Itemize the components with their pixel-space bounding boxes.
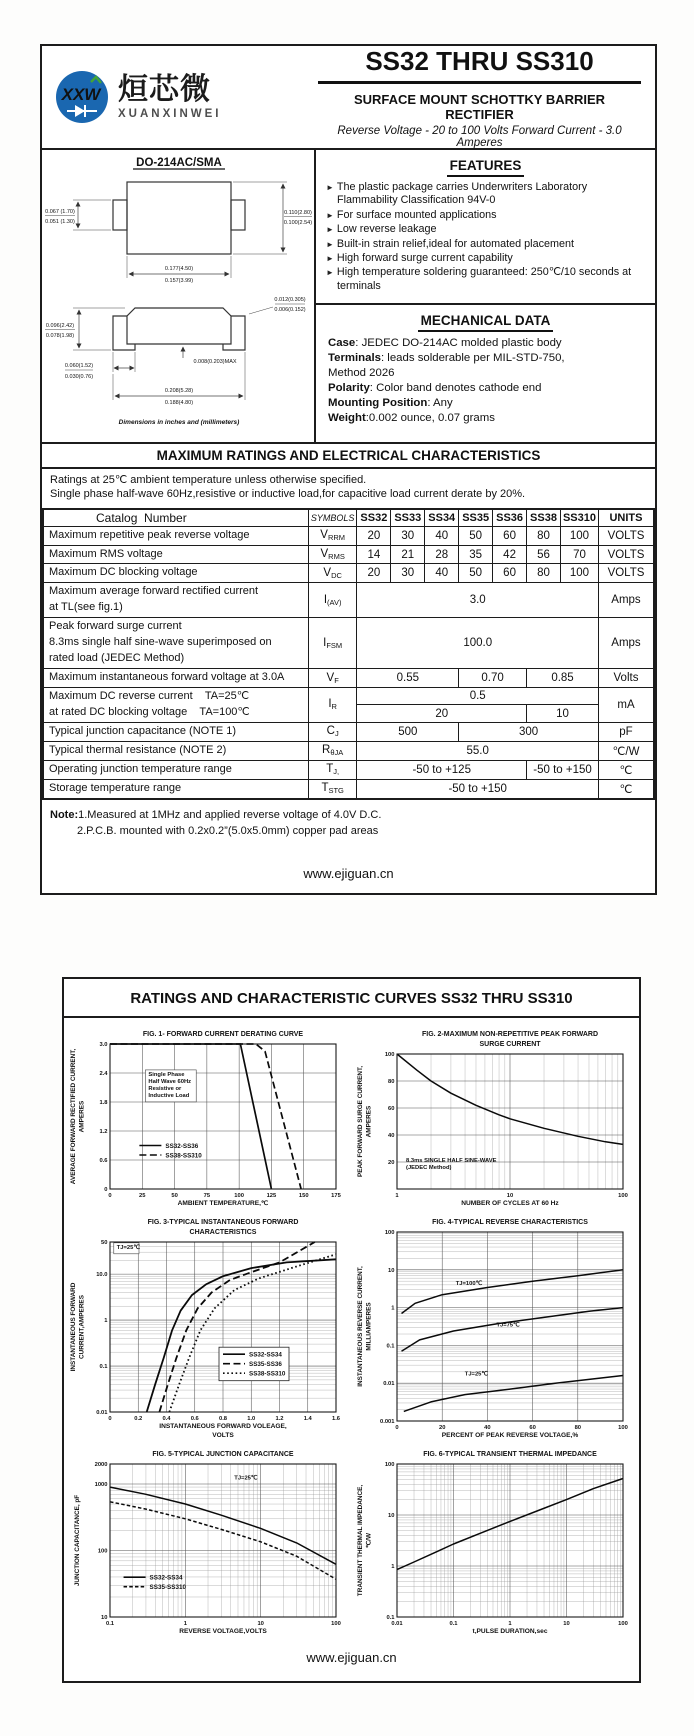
package-outline-drawing bbox=[43, 150, 313, 438]
dim-total-width-b: 0.188(4.80) bbox=[164, 400, 194, 406]
series-tj-75- bbox=[402, 1307, 624, 1351]
table-footnotes bbox=[42, 800, 655, 840]
legend-label: SS35-SS36 bbox=[248, 1360, 282, 1368]
fig2-y-axis-label: AMPERES bbox=[365, 1105, 373, 1137]
x-tick-label: 10 bbox=[507, 1192, 514, 1199]
row-value: 100.0 bbox=[357, 618, 599, 669]
annotation: Half Wave 60Hz bbox=[148, 1078, 191, 1085]
dim-body-height-b: 0.100(2.54) bbox=[283, 220, 313, 226]
y-tick-label: 0.6 bbox=[99, 1157, 108, 1164]
y-tick-label: 1.2 bbox=[99, 1128, 108, 1135]
legend-label: SS35-SS310 bbox=[149, 1583, 186, 1591]
y-tick-label: 10 bbox=[388, 1267, 395, 1274]
row-parameter: Typical junction capacitance (NOTE 1) bbox=[43, 722, 308, 741]
fig2-chart bbox=[353, 1026, 637, 1214]
row-value: 21 bbox=[391, 545, 425, 564]
row-unit: VOLTS bbox=[598, 526, 654, 545]
dim-body-height-a: 0.110(2.80) bbox=[284, 210, 312, 216]
row-parameter: Maximum DC reverse current TA=25℃ at rated DC blocking voltage TA=100℃ bbox=[43, 688, 308, 723]
package-top-view bbox=[113, 182, 245, 254]
annotation: Resistive or bbox=[148, 1085, 182, 1092]
company-name-cn: 烜芯微 bbox=[118, 72, 211, 106]
column-header-ss38: SS38 bbox=[527, 509, 561, 527]
annotation: TJ=25℃ bbox=[465, 1371, 489, 1378]
row-symbol: IR bbox=[308, 688, 357, 723]
table-row bbox=[43, 779, 654, 798]
table-row bbox=[43, 669, 654, 688]
row-value: 3.0 bbox=[357, 583, 599, 618]
y-tick-label: 10 bbox=[388, 1512, 395, 1519]
row-value: 50 bbox=[459, 564, 493, 583]
fig4-chart bbox=[353, 1214, 637, 1446]
row-value: 20 bbox=[357, 564, 391, 583]
y-tick-label: 20 bbox=[388, 1159, 395, 1166]
company-logo-icon bbox=[54, 69, 110, 125]
row-value: 500 bbox=[357, 722, 459, 741]
row-value: 60 bbox=[493, 564, 527, 583]
fig3-title: FIG. 3-TYPICAL INSTANTANEOUS FORWARD bbox=[147, 1218, 299, 1226]
fig6-y-axis-label: TRANSIENT THERMAL IMPEDANCE, bbox=[357, 1484, 365, 1596]
table-row bbox=[43, 564, 654, 583]
annotation: TJ=25℃ bbox=[234, 1474, 258, 1481]
row-symbol: VF bbox=[308, 669, 357, 688]
fig3-title: CHARACTERISTICS bbox=[189, 1228, 257, 1236]
ratings-condition-2: Single phase half-wave 60Hz,resistive or inductive load,for capacitive load current derate by 20%. bbox=[50, 488, 526, 501]
logo-text-block bbox=[118, 72, 222, 120]
row-parameter: Maximum repetitive peak reverse voltage bbox=[43, 526, 308, 545]
column-header-units: UNITS bbox=[598, 509, 654, 527]
dim-body-width-a: 0.177(4.50) bbox=[164, 266, 194, 272]
y-tick-label: 2000 bbox=[94, 1461, 108, 1468]
row-symbol: RθJA bbox=[308, 741, 357, 760]
ratings-table bbox=[42, 508, 655, 800]
row-value: 0.5 bbox=[357, 688, 599, 705]
table-row bbox=[43, 722, 654, 741]
x-tick-label: 175 bbox=[330, 1192, 341, 1199]
x-tick-label: 150 bbox=[298, 1192, 309, 1199]
y-tick-label: 60 bbox=[388, 1105, 395, 1112]
feature-item: ► High temperature soldering guaranteed: 250℃/10 seconds at terminals bbox=[326, 266, 632, 292]
figure-cell bbox=[64, 1446, 352, 1642]
fig3-y-axis-label: CURRENT,AMPERES bbox=[78, 1294, 86, 1359]
series-ss32-ss36 bbox=[110, 1044, 271, 1189]
row-symbol: IFSM bbox=[308, 618, 357, 669]
y-tick-label: 1.8 bbox=[99, 1099, 108, 1106]
row-unit: Amps bbox=[598, 618, 654, 669]
row-unit: Amps bbox=[598, 583, 654, 618]
x-tick-label: 1.4 bbox=[303, 1415, 312, 1422]
feature-bullet-icon: ► bbox=[326, 253, 334, 263]
y-tick-label: 50 bbox=[100, 1239, 108, 1246]
feature-bullet-icon: ► bbox=[326, 183, 334, 192]
feature-item: ► The plastic package carries Underwriters Laboratory Flammability Classification 94V-0 bbox=[326, 181, 588, 207]
curves-page-title: RATINGS AND CHARACTERISTIC CURVES SS32 THRU SS310 bbox=[64, 979, 639, 1018]
fig5-title: FIG. 5-TYPICAL JUNCTION CAPACITANCE bbox=[152, 1450, 294, 1458]
fig5-x-axis-label: REVERSE VOLTAGE,VOLTS bbox=[178, 1627, 267, 1635]
y-tick-label: 0.1 bbox=[99, 1363, 108, 1370]
footnote-1: Note:1.Measured at 1MHz and applied reverse voltage of 4.0V D.C. bbox=[50, 808, 382, 821]
mechanical-data-section bbox=[316, 305, 655, 442]
row-value: 30 bbox=[391, 564, 425, 583]
x-tick-label: 75 bbox=[203, 1192, 210, 1199]
feature-bullet-icon: ► bbox=[326, 268, 334, 278]
row-symbol: VRRM bbox=[308, 526, 357, 545]
feature-item: ► Low reverse leakage bbox=[326, 223, 437, 236]
y-tick-label: 3.0 bbox=[99, 1041, 108, 1048]
fig2-title: FIG. 2-MAXIMUM NON-REPETITIVE PEAK FORWARD bbox=[422, 1030, 599, 1038]
row-parameter: Maximum average forward rectified current at TL(see fig.1) bbox=[43, 583, 308, 618]
x-tick-label: 1 bbox=[183, 1620, 187, 1627]
y-tick-label: 1 bbox=[391, 1305, 395, 1312]
row-value: 0.70 bbox=[459, 669, 527, 688]
y-tick-label: 100 bbox=[385, 1461, 395, 1468]
row-unit: VOLTS bbox=[598, 564, 654, 583]
row-value: 100 bbox=[560, 564, 598, 583]
features-section bbox=[316, 150, 655, 305]
row-symbol: TSTG bbox=[308, 779, 357, 798]
row-parameter: Storage temperature range bbox=[43, 779, 308, 798]
feature-item: ► Built-in strain relief,ideal for automated placement bbox=[326, 237, 574, 250]
fig5-chart bbox=[66, 1446, 350, 1642]
column-header-catalog-number: Catalog Number bbox=[43, 509, 308, 527]
dim-tab-a: 0.067 (1.70) bbox=[45, 209, 75, 215]
drawing-title: DO-214AC/SMA bbox=[136, 157, 222, 169]
fig6-chart bbox=[353, 1446, 637, 1642]
column-header-symbols: SYMBOLS bbox=[308, 509, 357, 527]
dim-standoff: 0.008(0.203)MAX bbox=[193, 359, 237, 365]
figure-cell bbox=[64, 1214, 352, 1446]
fig1-chart bbox=[66, 1026, 350, 1214]
mechanical-data-item: Weight:0.002 ounce, 0.07 grams bbox=[328, 411, 495, 424]
x-tick-label: 1.6 bbox=[331, 1415, 340, 1422]
dim-lead-thickness-b: 0.006(0.152) bbox=[274, 307, 306, 313]
x-tick-label: 100 bbox=[618, 1620, 629, 1627]
annotation: (JEDEC Method) bbox=[406, 1164, 452, 1171]
row-value: 100 bbox=[560, 526, 598, 545]
x-tick-label: 0 bbox=[108, 1415, 112, 1422]
figure-cell bbox=[352, 1214, 640, 1446]
fig1-title: FIG. 1- FORWARD CURRENT DERATING CURVE bbox=[142, 1030, 303, 1038]
column-header-ss310: SS310 bbox=[560, 509, 598, 527]
row-value: 80 bbox=[527, 564, 561, 583]
x-tick-label: 1.0 bbox=[246, 1415, 256, 1422]
row-parameter: Maximum DC blocking voltage bbox=[43, 564, 308, 583]
x-tick-label: 60 bbox=[529, 1424, 537, 1431]
row-value: 80 bbox=[527, 526, 561, 545]
dim-body-width-b: 0.157(3.99) bbox=[164, 278, 194, 284]
legend-label: SS38-SS310 bbox=[165, 1151, 202, 1159]
legend-label: SS32-SS34 bbox=[248, 1351, 282, 1359]
column-header-ss32: SS32 bbox=[357, 509, 391, 527]
row-unit: ℃ bbox=[598, 760, 654, 779]
mechanical-data-item: Polarity: Color band denotes cathode end bbox=[328, 381, 542, 394]
datasheet-page-2 bbox=[62, 977, 641, 1683]
features-mechanical-column bbox=[316, 150, 655, 442]
y-tick-label: 80 bbox=[388, 1078, 395, 1085]
x-tick-label: 100 bbox=[618, 1424, 629, 1431]
fig6-y-axis-label: ℃/W bbox=[365, 1532, 373, 1548]
feature-bullet-icon: ► bbox=[326, 210, 334, 220]
ratings-conditions bbox=[42, 469, 655, 508]
figure-cell bbox=[352, 1446, 640, 1642]
legend-label: SS32-SS34 bbox=[149, 1574, 183, 1582]
y-tick-label: 0.01 bbox=[383, 1380, 395, 1387]
column-header-ss34: SS34 bbox=[425, 509, 459, 527]
dim-lead-length-b: 0.030(0.76) bbox=[64, 374, 94, 380]
row-value: 70 bbox=[560, 545, 598, 564]
subtitle: SURFACE MOUNT SCHOTTKY BARRIER RECTIFIER bbox=[353, 91, 606, 122]
row-value: 14 bbox=[357, 545, 391, 564]
row-unit: Volts bbox=[598, 669, 654, 688]
mechanical-data-list bbox=[328, 336, 643, 426]
package-drawing-column bbox=[42, 150, 316, 442]
row-value: -50 to +125 bbox=[357, 760, 527, 779]
table-row bbox=[43, 688, 654, 705]
annotation: TJ=25℃ bbox=[116, 1244, 140, 1251]
table-row bbox=[43, 741, 654, 760]
x-tick-label: 100 bbox=[234, 1192, 244, 1199]
row-value: 40 bbox=[425, 564, 459, 583]
annotation: TJ=75℃ bbox=[496, 1322, 520, 1329]
y-tick-label: 100 bbox=[385, 1229, 395, 1236]
row-value: 42 bbox=[493, 545, 527, 564]
annotation: TJ=100℃ bbox=[456, 1280, 483, 1287]
row-value: -50 to +150 bbox=[357, 779, 599, 798]
fig2-y-axis-label: PEAK FORWARD SURGE CURRENT, bbox=[357, 1065, 365, 1177]
package-side-view bbox=[113, 308, 245, 350]
fig4-y-axis-label: MILLIAMPERES bbox=[365, 1302, 373, 1351]
dim-tab-b: 0.051 (1.30) bbox=[45, 219, 75, 225]
row-value: 10 bbox=[527, 705, 599, 722]
footnote-2: 2.P.C.B. mounted with 0.2x0.2”(5.0x5.0mm) copper pad areas bbox=[77, 825, 379, 838]
x-tick-label: 0.1 bbox=[449, 1620, 458, 1627]
y-tick-label: 0.001 bbox=[380, 1418, 395, 1425]
row-value: 50 bbox=[459, 526, 493, 545]
x-tick-label: 0.2 bbox=[133, 1415, 143, 1422]
legend-label: SS32-SS36 bbox=[165, 1142, 199, 1150]
row-unit: ℃ bbox=[598, 779, 654, 798]
logo-monogram: XXW bbox=[61, 85, 101, 104]
feature-bullet-icon: ► bbox=[326, 225, 334, 235]
mechanical-data-item: Method 2026 bbox=[328, 366, 395, 379]
series-tj-25- bbox=[404, 1375, 623, 1411]
fig2-title: SURGE CURRENT bbox=[479, 1040, 541, 1048]
row-unit: VOLTS bbox=[598, 545, 654, 564]
x-tick-label: 100 bbox=[330, 1620, 341, 1627]
figure-cell bbox=[64, 1026, 352, 1214]
fig6-title: FIG. 6-TYPICAL TRANSIENT THERMAL IMPEDANCE bbox=[423, 1450, 598, 1458]
x-tick-label: 0 bbox=[395, 1424, 399, 1431]
table-row bbox=[43, 760, 654, 779]
fig4-x-axis-label: PERCENT OF PEAK REVERSE VOLTAGE,% bbox=[442, 1431, 579, 1439]
row-value: 60 bbox=[493, 526, 527, 545]
table-header-row bbox=[43, 509, 654, 527]
mechanical-data-item: Terminals: leads solderable per MIL-STD-750, bbox=[328, 351, 565, 364]
fig3-y-axis-label: INSTANTANEOUS FORWARD bbox=[69, 1282, 77, 1372]
fig1-y-axis-label: AVERAGE FORWARD RECTIFIED CURRENT, bbox=[69, 1048, 77, 1184]
y-tick-label: 0.1 bbox=[386, 1614, 395, 1621]
row-value: 0.85 bbox=[527, 669, 599, 688]
x-tick-label: 20 bbox=[439, 1424, 446, 1431]
table-row bbox=[43, 526, 654, 545]
dim-side-height-b: 0.078(1.98) bbox=[45, 333, 75, 339]
row-value: 30 bbox=[391, 526, 425, 545]
feature-item: ► For surface mounted applications bbox=[326, 208, 497, 221]
row-value: -50 to +150 bbox=[527, 760, 599, 779]
x-tick-label: 80 bbox=[574, 1424, 582, 1431]
y-tick-label: 1 bbox=[391, 1563, 395, 1570]
x-tick-label: 40 bbox=[484, 1424, 491, 1431]
features-heading: FEATURES bbox=[326, 158, 645, 173]
y-tick-label: 0.01 bbox=[95, 1409, 108, 1416]
row-unit: ℃/W bbox=[598, 741, 654, 760]
row-parameter: Peak forward surge current 8.3ms single half sine-wave superimposed on rated load (JEDEC Method) bbox=[43, 618, 308, 669]
row-symbol: VRMS bbox=[308, 545, 357, 564]
column-header-ss33: SS33 bbox=[391, 509, 425, 527]
x-tick-label: 0.8 bbox=[218, 1415, 227, 1422]
row-unit: pF bbox=[598, 722, 654, 741]
fig5-y-axis-label: JUNCTION CAPACITANCE, pF bbox=[73, 1494, 81, 1586]
fig4-y-axis-label: INSTANTANEOUS REVERSE CURRENT, bbox=[357, 1265, 365, 1387]
dim-total-width-a: 0.208(5.28) bbox=[164, 388, 194, 394]
row-value: 28 bbox=[425, 545, 459, 564]
y-tick-label: 100 bbox=[385, 1051, 395, 1058]
x-tick-label: 1 bbox=[508, 1620, 512, 1627]
column-header-ss35: SS35 bbox=[459, 509, 493, 527]
y-tick-label: 1 bbox=[104, 1317, 108, 1324]
y-tick-label: 1000 bbox=[94, 1481, 108, 1488]
fig6-x-axis-label: t,PULSE DURATION,sec bbox=[472, 1627, 548, 1635]
row-value: 35 bbox=[459, 545, 493, 564]
y-tick-label: 40 bbox=[388, 1132, 395, 1139]
website-link-2[interactable]: www.ejiguan.cn bbox=[306, 1649, 397, 1665]
row-value: 40 bbox=[425, 526, 459, 545]
x-tick-label: 50 bbox=[171, 1192, 178, 1199]
row-parameter: Operating junction temperature range bbox=[43, 760, 308, 779]
row-parameter: Typical thermal resistance (NOTE 2) bbox=[43, 741, 308, 760]
row-symbol: TJ, bbox=[308, 760, 357, 779]
ratings-condition-1: Ratings at 25℃ ambient temperature unless otherwise specified. bbox=[50, 474, 367, 486]
annotation: Single Phase bbox=[148, 1071, 185, 1078]
x-tick-label: 0.01 bbox=[391, 1620, 403, 1627]
x-tick-label: 100 bbox=[618, 1192, 629, 1199]
y-tick-label: 10 bbox=[100, 1614, 108, 1621]
company-logo bbox=[42, 69, 304, 125]
y-tick-label: 100 bbox=[97, 1548, 108, 1555]
column-header-ss36: SS36 bbox=[493, 509, 527, 527]
series-ss38-ss310 bbox=[110, 1044, 301, 1189]
x-tick-label: 10 bbox=[563, 1620, 570, 1627]
fig3-x-axis-label: VOLTS bbox=[212, 1431, 234, 1439]
fig1-y-axis-label: AMPERES bbox=[78, 1100, 86, 1132]
feature-item: ► High forward surge current capability bbox=[326, 251, 513, 264]
y-tick-label: 0 bbox=[104, 1186, 108, 1193]
table-row bbox=[43, 618, 654, 669]
fig3-x-axis-label: INSTANTANEOUS FORWARD VOLEAGE, bbox=[159, 1422, 287, 1430]
mechanical-data-item: Mounting Position: Any bbox=[328, 396, 453, 409]
annotation: Inductive Load bbox=[148, 1092, 190, 1099]
header bbox=[42, 46, 655, 150]
annotation: 8.3ms SINGLE HALF SINE-WAVE bbox=[406, 1157, 497, 1164]
x-tick-label: 0.1 bbox=[105, 1620, 114, 1627]
series-tj-100- bbox=[402, 1269, 624, 1313]
page-title: SS32 THRU SS310 bbox=[318, 46, 641, 84]
fig4-title: FIG. 4-TYPICAL REVERSE CHARACTERISTICS bbox=[432, 1218, 589, 1226]
ratings-banner: MAXIMUM RATINGS AND ELECTRICAL CHARACTERISTICS bbox=[42, 444, 655, 469]
dim-lead-thickness-a: 0.012(0.305) bbox=[274, 297, 306, 303]
row-value: 20 bbox=[357, 705, 527, 722]
legend-label: SS38-SS310 bbox=[248, 1370, 286, 1378]
row-value: 0.55 bbox=[357, 669, 459, 688]
company-name-en: XUANXINWEI bbox=[118, 107, 222, 120]
fig1-x-axis-label: AMBIENT TEMPERATURE,℃ bbox=[177, 1199, 269, 1207]
website-link[interactable]: www.ejiguan.cn bbox=[303, 865, 394, 881]
x-tick-label: 1.2 bbox=[275, 1415, 284, 1422]
row-parameter: Maximum RMS voltage bbox=[43, 545, 308, 564]
datasheet-page-1 bbox=[40, 44, 657, 895]
mechanical-data-item: Case: JEDEC DO-214AC molded plastic body bbox=[328, 336, 562, 349]
fig2-x-axis-label: NUMBER OF CYCLES AT 60 Hz bbox=[461, 1199, 559, 1207]
dim-lead-length-a: 0.060(1.52) bbox=[64, 363, 94, 369]
row-value: 300 bbox=[459, 722, 599, 741]
row-value: 55.0 bbox=[357, 741, 599, 760]
feature-bullet-icon: ► bbox=[326, 239, 334, 249]
series-ss35-ss310 bbox=[110, 1501, 336, 1578]
row-symbol: CJ bbox=[308, 722, 357, 741]
mechanical-data-heading: MECHANICAL DATA bbox=[328, 313, 643, 328]
row-parameter: Maximum instantaneous forward voltage at 3.0A bbox=[43, 669, 308, 688]
x-tick-label: 10 bbox=[257, 1620, 264, 1627]
y-tick-label: 2.4 bbox=[99, 1070, 108, 1077]
x-tick-label: 0.4 bbox=[162, 1415, 171, 1422]
row-value: 20 bbox=[357, 526, 391, 545]
dim-side-height-a: 0.096(2.42) bbox=[45, 323, 75, 329]
x-tick-label: 25 bbox=[138, 1192, 146, 1199]
y-tick-label: 0.1 bbox=[386, 1343, 395, 1350]
subtitle-ratings: Reverse Voltage - 20 to 100 Volts Forward Current - 3.0 Amperes bbox=[337, 124, 622, 149]
table-row bbox=[43, 545, 654, 564]
package-and-features-section bbox=[42, 150, 655, 444]
row-value: 56 bbox=[527, 545, 561, 564]
figure-cell bbox=[352, 1026, 640, 1214]
y-tick-label: 10.0 bbox=[95, 1271, 108, 1278]
characteristic-curves-grid bbox=[64, 1018, 639, 1642]
x-tick-label: 125 bbox=[266, 1192, 277, 1199]
x-tick-label: 0 bbox=[108, 1192, 112, 1199]
drawing-caption: Dimensions in inches and (millimeters) bbox=[118, 419, 240, 426]
series-ss38-ss310 bbox=[169, 1254, 336, 1412]
title-block bbox=[304, 46, 655, 149]
x-tick-label: 0.6 bbox=[190, 1415, 199, 1422]
features-list bbox=[326, 181, 645, 293]
x-tick-label: 1 bbox=[395, 1192, 399, 1199]
table-row bbox=[43, 583, 654, 618]
row-symbol: VDC bbox=[308, 564, 357, 583]
row-unit: mA bbox=[598, 688, 654, 723]
row-symbol: I(AV) bbox=[308, 583, 357, 618]
fig3-chart bbox=[66, 1214, 350, 1446]
